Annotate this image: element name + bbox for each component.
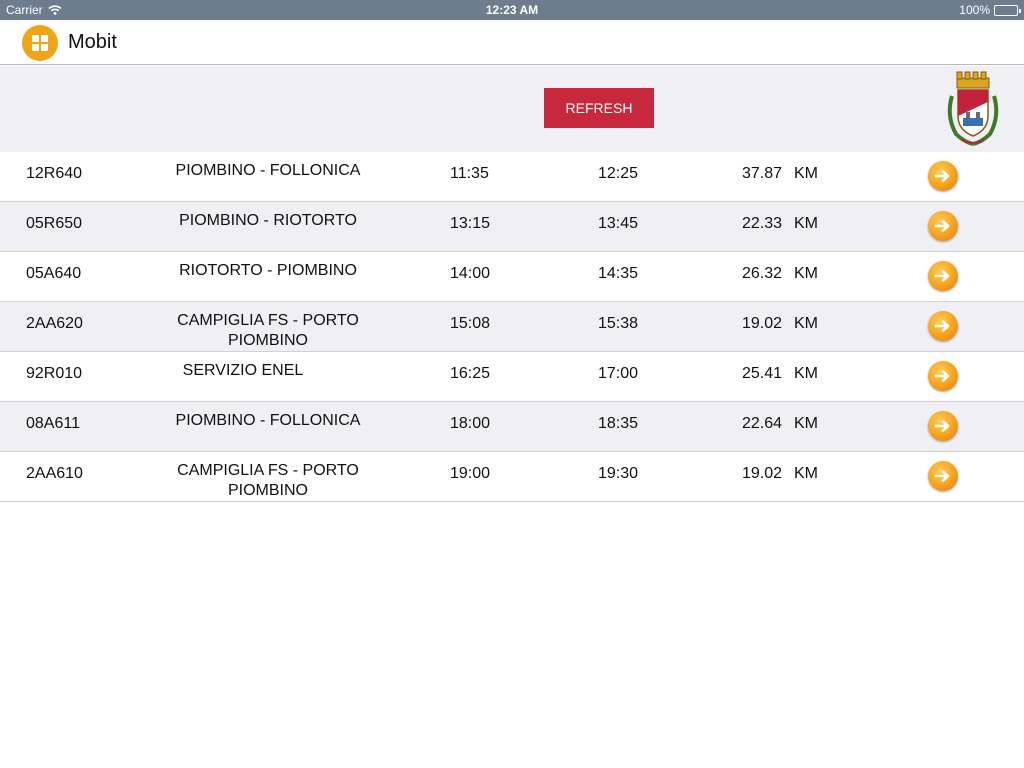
distance-unit: KM — [794, 315, 818, 332]
menu-button[interactable] — [22, 25, 58, 61]
distance-unit: KM — [794, 265, 818, 282]
distance-unit: KM — [794, 465, 818, 482]
distance-value: 22.33 — [742, 215, 783, 232]
arrival-time: 18:35 — [598, 415, 639, 432]
arrow-right-icon[interactable] — [928, 461, 958, 491]
arrival-time: 13:45 — [598, 215, 639, 232]
nav-bar — [0, 20, 1024, 65]
route-code: 05A640 — [26, 265, 82, 282]
distance-value: 26.32 — [742, 265, 783, 282]
distance-value: 37.87 — [742, 165, 783, 182]
grid-icon — [32, 35, 48, 51]
arrow-right-icon[interactable] — [928, 261, 958, 291]
arrow-right-icon[interactable] — [928, 311, 958, 341]
route-code: 08A611 — [26, 415, 80, 432]
distance-unit: KM — [794, 365, 818, 382]
route-name: CAMPIGLIA FS - PORTO PIOMBINO — [177, 312, 359, 349]
carrier-label: Carrier — [6, 3, 43, 17]
route-row[interactable] — [0, 152, 1024, 202]
arrival-time: 15:38 — [598, 315, 639, 332]
arrival-time: 14:35 — [598, 265, 639, 282]
route-code: 2AA610 — [26, 465, 83, 482]
route-name: PIOMBINO - RIOTORTO — [179, 212, 357, 229]
route-row[interactable] — [0, 252, 1024, 302]
route-list — [0, 152, 1024, 502]
distance-unit: KM — [794, 165, 818, 182]
route-row[interactable] — [0, 202, 1024, 252]
status-time: 12:23 AM — [485, 3, 539, 17]
distance-value: 25.41 — [742, 365, 783, 382]
departure-time: 13:15 — [450, 215, 491, 232]
battery-icon — [994, 5, 1018, 16]
route-row[interactable] — [0, 402, 1024, 452]
route-name: PIOMBINO - FOLLONICA — [175, 412, 361, 429]
refresh-button[interactable]: REFRESH — [544, 88, 654, 128]
route-code: 2AA620 — [26, 315, 83, 332]
route-name: CAMPIGLIA FS - PORTO PIOMBINO — [177, 462, 359, 499]
battery-percent: 100% — [959, 3, 990, 17]
arrival-time: 17:00 — [598, 365, 639, 382]
route-row[interactable] — [0, 352, 1024, 402]
distance-unit: KM — [794, 215, 818, 232]
arrow-right-icon[interactable] — [928, 161, 958, 191]
departure-time: 14:00 — [450, 265, 491, 282]
route-name: RIOTORTO - PIOMBINO — [179, 262, 357, 279]
route-code: 05R650 — [26, 215, 83, 232]
app-title: Mobit — [68, 31, 117, 53]
route-row[interactable] — [0, 452, 1024, 502]
arrow-right-icon[interactable] — [928, 211, 958, 241]
departure-time: 15:08 — [450, 315, 491, 332]
arrow-right-icon[interactable] — [928, 411, 958, 441]
distance-unit: KM — [794, 415, 818, 432]
route-code: 12R640 — [26, 165, 83, 182]
arrival-time: 12:25 — [598, 165, 639, 182]
departure-time: 18:00 — [450, 415, 491, 432]
route-name: PIOMBINO - FOLLONICA — [175, 162, 361, 179]
arrival-time: 19:30 — [598, 465, 639, 482]
coat-of-arms-logo — [942, 68, 1004, 148]
battery-info — [959, 3, 1018, 17]
departure-time: 19:00 — [450, 465, 491, 482]
arrow-right-icon[interactable] — [928, 361, 958, 391]
departure-time: 11:35 — [450, 165, 489, 182]
status-bar — [0, 0, 1024, 20]
toolbar — [0, 66, 1024, 152]
route-code: 92R010 — [26, 365, 83, 382]
distance-value: 22.64 — [742, 415, 783, 432]
distance-value: 19.02 — [742, 465, 783, 482]
distance-value: 19.02 — [742, 315, 783, 332]
departure-time: 16:25 — [450, 365, 491, 382]
route-name: SERVIZIO ENEL — [182, 362, 304, 379]
route-row[interactable] — [0, 302, 1024, 352]
